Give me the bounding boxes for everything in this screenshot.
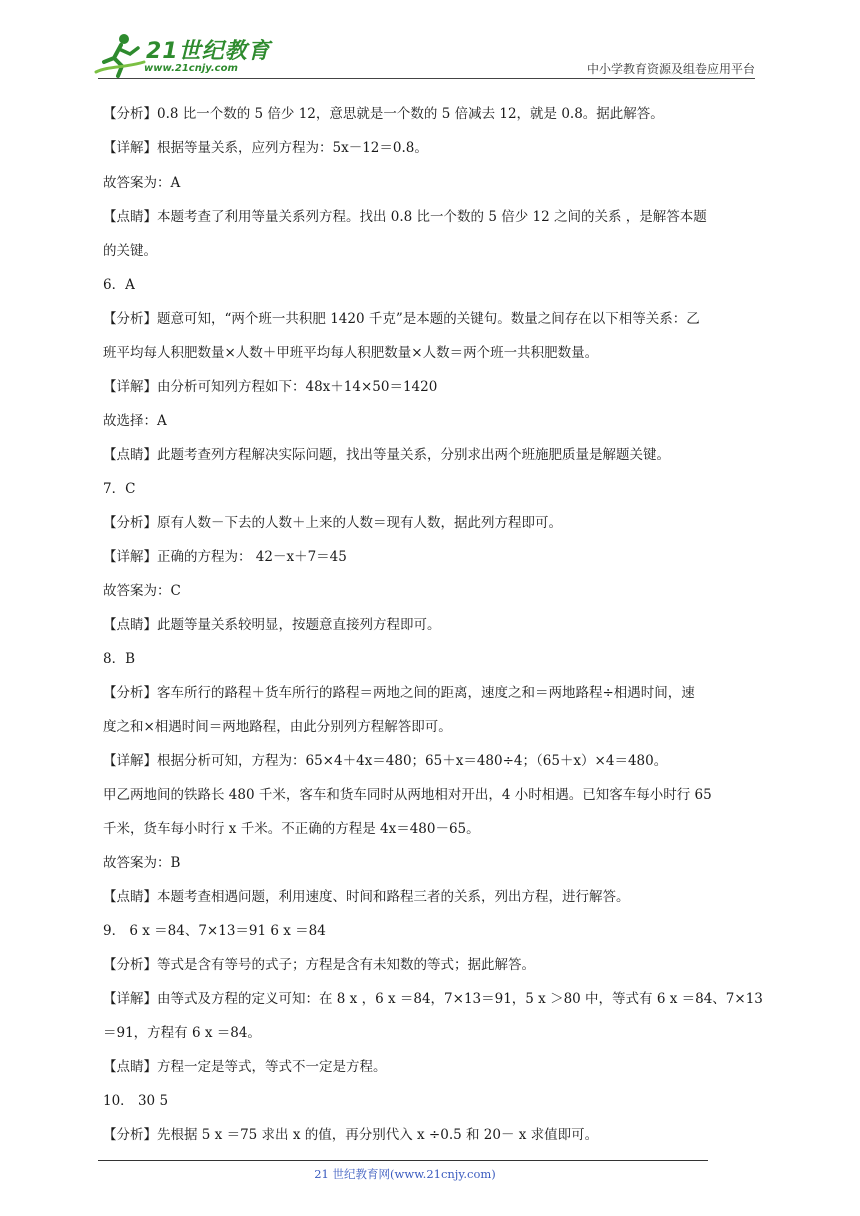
text-line: 【分析】原有人数－下去的人数＋上来的人数＝现有人数，据此列方程即可。 (103, 515, 562, 531)
text-line: 【详解】根据等量关系，应列方程为：5x－12＝0.8。 (103, 140, 428, 156)
text-line: 【详解】根据分析可知，方程为：65×4＋4x＝480；65＋x＝480÷4；（65＋x）×4＝480。 (103, 753, 668, 769)
text-line: 【点睛】此题考查列方程解决实际问题，找出等量关系，分别求出两个班施肥质量是解题关键。 (103, 447, 670, 463)
text-line: 【分析】等式是含有等号的式子；方程是含有未知数的等式；据此解答。 (103, 957, 535, 973)
text-line: 【点睛】本题考查了利用等量关系列方程。找出 0.8 比一个数的 5 倍少 12 之间的关系 ，是解答本题 (103, 209, 707, 225)
text-line: 的关键。 (103, 243, 157, 259)
text-line: 【点睛】此题等量关系较明显，按题意直接列方程即可。 (103, 617, 441, 633)
text-line: 【分析】先根据 5 x ＝75 求出 x 的值，再分别代入 x ÷0.5 和 20－ x 求值即可。 (103, 1127, 599, 1143)
text-line: 【分析】0.8 比一个数的 5 倍少 12，意思就是一个数的 5 倍减去 12，就是 0.8。据此解答。 (103, 106, 664, 122)
platform-title: 中小学教育资源及组卷应用平台 (586, 62, 755, 76)
logo-main-text: 21世纪教育 (146, 39, 271, 64)
question-number: 8．B (103, 651, 136, 667)
text-line: ＝91，方程有 6 x ＝84。 (103, 1025, 261, 1041)
text-line: 【分析】题意可知，“两个班一共积肥 1420 千克”是本题的关键句。数量之间存在以下相等关系：乙 (103, 311, 700, 327)
logo-url-text: www.21cnjy.com (144, 63, 238, 74)
text-line: 故答案为：C (103, 583, 181, 599)
page-footer[interactable]: 21 世纪教育网(www.21cnjy.com) (314, 1167, 496, 1181)
text-line: 【点睛】本题考查相遇问题，利用速度、时间和路程三者的关系，列出方程，进行解答。 (103, 889, 630, 905)
footer-divider (98, 1160, 708, 1161)
text-line: 度之和×相遇时间＝两地路程，由此分别列方程解答即可。 (103, 719, 452, 735)
text-line: 【详解】由分析可知列方程如下：48x＋14×50＝1420 (103, 379, 438, 395)
text-line: 千米，货车每小时行 x 千米。不正确的方程是 4x＝480－65。 (103, 821, 480, 837)
page-header (0, 0, 860, 90)
question-number: 9． 6 x ＝84、7×13＝91 6 x ＝84 (103, 923, 326, 939)
text-line: 故答案为：A (103, 175, 181, 191)
text-line: 班平均每人积肥数量×人数＋甲班平均每人积肥数量×人数＝两个班一共积肥数量。 (103, 345, 599, 361)
text-line: 【详解】正确的方程为： 42－x＋7＝45 (103, 549, 347, 565)
question-number: 10． 30 5 (103, 1093, 169, 1109)
header-divider (98, 78, 755, 79)
text-line: 【点睛】方程一定是等式，等式不一定是方程。 (103, 1059, 387, 1075)
text-line: 故答案为：B (103, 855, 181, 871)
text-line: 【详解】由等式及方程的定义可知：在 8 x ，6 x ＝84，7×13＝91，5 x ＞80 中，等式有 6 x ＝84、7×13 (103, 991, 763, 1007)
question-number: 7．C (103, 481, 136, 497)
text-line: 甲乙两地间的铁路长 480 千米，客车和货车同时从两地相对开出，4 小时相遇。已知客车每小时行 65 (103, 787, 712, 803)
text-line: 故选择：A (103, 413, 167, 429)
runner-icon (94, 32, 146, 80)
site-logo[interactable] (94, 32, 271, 80)
question-number: 6．A (103, 277, 135, 293)
text-line: 【分析】客车所行的路程＋货车所行的路程＝两地之间的距离，速度之和＝两地路程÷相遇时间，速 (103, 685, 695, 701)
